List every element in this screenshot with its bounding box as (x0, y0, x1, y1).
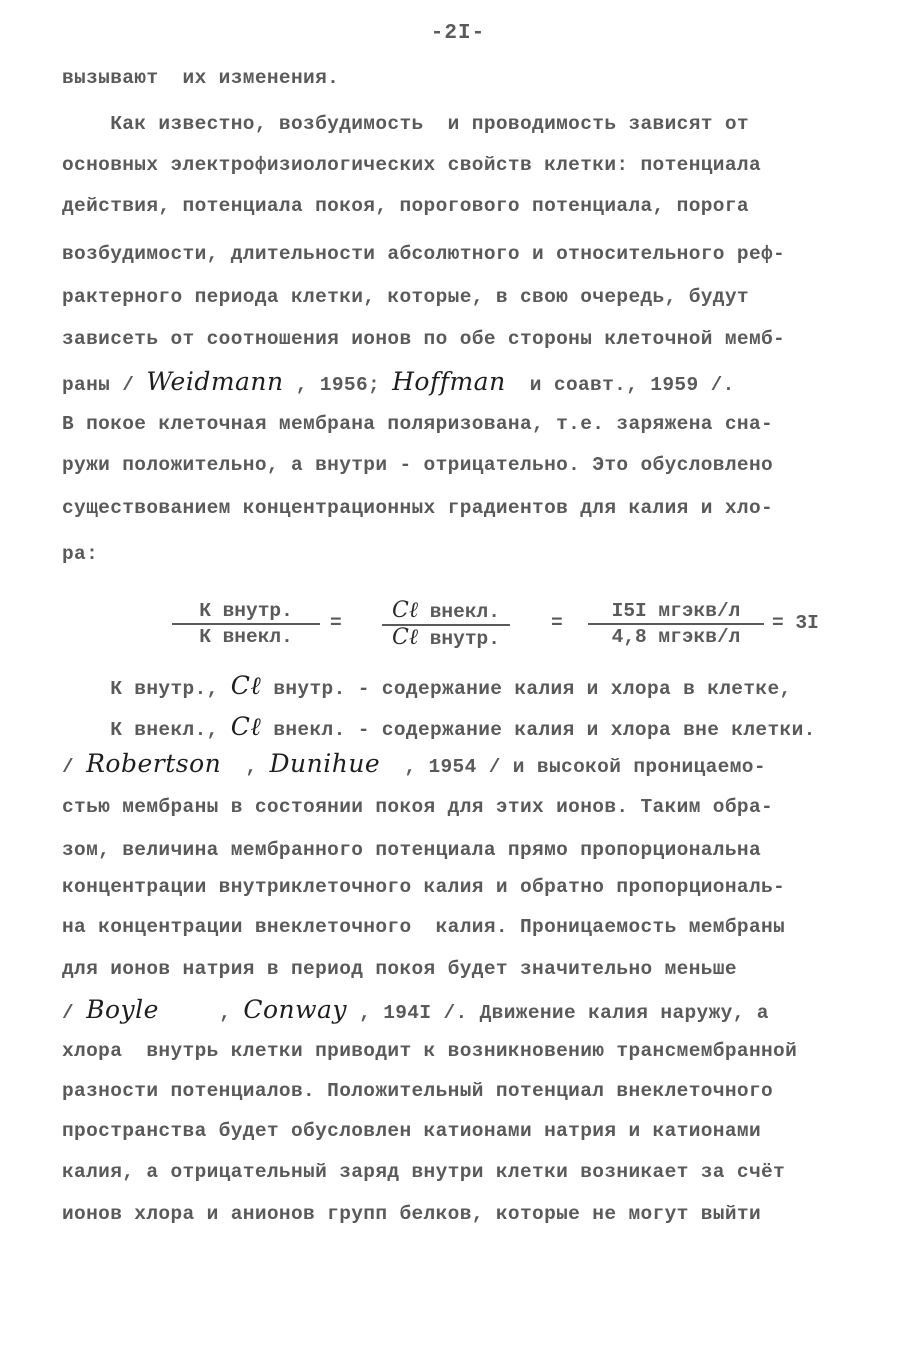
typed-text: внекл. - содержание калия и хлора вне клетки. (261, 719, 816, 741)
text-line (62, 540, 98, 568)
text-line (62, 913, 785, 941)
typed-text: на концентрации внеклеточного калия. Проницаемость мембраны (62, 916, 786, 938)
chlorine-symbol: Cℓ (392, 625, 419, 650)
text-line (62, 283, 749, 311)
typed-text: В покое клеточная мембрана поляризована, т.е. заряжена сна- (62, 413, 774, 435)
text-line (62, 1158, 785, 1186)
handwritten-name: Weidmann (146, 367, 284, 396)
fraction-potassium (172, 600, 320, 648)
formula-result: = 3I (772, 612, 819, 634)
text-line (62, 240, 785, 268)
text-line (62, 750, 766, 781)
fraction-bar (172, 623, 320, 625)
text-line (62, 996, 769, 1027)
typed-text: / (62, 1002, 87, 1024)
equals-sign-1: = (330, 612, 342, 634)
text-line (62, 192, 749, 220)
concentration-formula (0, 600, 916, 660)
handwritten-name: Robertson (86, 749, 222, 778)
text-line (62, 451, 773, 479)
handwritten-name: Dunihue (269, 749, 381, 778)
typed-text: , 1954 / и высокой проницаемо- (380, 756, 766, 778)
fraction-chlorine (382, 600, 510, 650)
text-line (62, 325, 785, 353)
typed-text: вызывают их изменения. (62, 67, 340, 89)
text-line (62, 494, 773, 522)
text-line (62, 1117, 761, 1145)
text-line (62, 873, 785, 901)
handwritten-name: Boyle (86, 995, 159, 1024)
fraction-potassium-numerator: К внутр. (199, 600, 293, 622)
typed-text: / (62, 756, 87, 778)
fraction-chlorine-denominator (382, 627, 510, 650)
handwritten-name: Hoffman (392, 367, 506, 396)
typed-text: ионов хлора и анионов групп белков, которые не могут выйти (62, 1203, 762, 1225)
text-line (62, 1037, 797, 1065)
typed-text: существованием концентрационных градиентов для калия и хло- (62, 497, 774, 519)
fraction-bar (588, 623, 764, 625)
typed-text: раны / (62, 374, 147, 396)
fraction-values-numerator: I5I мгэкв/л (611, 600, 741, 622)
typed-text: , (158, 1002, 244, 1024)
fraction-values-denominator: 4,8 мгэкв/л (611, 626, 741, 648)
typed-text: зом, величина мембранного потенциала прямо пропорциональна (62, 839, 762, 861)
text-line (62, 64, 339, 92)
text-line (62, 836, 761, 864)
chlorine-symbol: Cℓ (392, 598, 419, 623)
typed-text: зависеть от соотношения ионов по обе стороны клеточной мемб- (62, 328, 786, 350)
typed-text: пространства будет обусловлен катионами натрия и катионами (62, 1120, 762, 1142)
typed-text: К внекл., (62, 719, 231, 741)
text-line (62, 110, 749, 138)
fraction-values (588, 600, 764, 648)
fraction-chlorine-numerator (382, 600, 510, 623)
typed-text: рактерного периода клетки, которые, в свою очередь, будут (62, 286, 749, 308)
typed-text: для ионов натрия в период покоя будет значительно меньше (62, 958, 737, 980)
typed-text: основных электрофизиологических свойств клетки: потенциала (62, 154, 762, 176)
typed-text: разности потенциалов. Положительный потенциал внеклеточного (62, 1080, 774, 1102)
text-line (62, 151, 761, 179)
typed-text: концентрации внутриклеточного калия и обратно пропорциональ- (62, 876, 786, 898)
text-line (62, 955, 737, 983)
text-line (62, 793, 773, 821)
text-line (62, 672, 792, 703)
typed-text: и соавт., 1959 /. (505, 374, 735, 396)
typed-text: хлора внутрь клетки приводит к возникновению трансмембранной (62, 1040, 798, 1062)
equals-sign-2: = (551, 612, 563, 634)
handwritten-name: Conway (243, 995, 348, 1024)
text-line (62, 1077, 773, 1105)
typed-text: ра: (62, 543, 99, 565)
typed-text: ружи положительно, а внутри - отрицательно. Это обусловлено (62, 454, 774, 476)
typed-text: действия, потенциала покоя, порогового потенциала, порога (62, 195, 749, 217)
typed-text: , 1956; (283, 374, 393, 396)
typed-text: стью мембраны в состоянии покоя для этих ионов. Таким обра- (62, 796, 774, 818)
text-line (62, 410, 773, 438)
typed-text: возбудимости, длительности абсолютного и относительного реф- (62, 243, 786, 265)
typed-text: К внутр., (62, 678, 231, 700)
text-line (62, 1200, 761, 1228)
text-line (62, 713, 816, 744)
page-number: -2I- (430, 22, 486, 45)
fraction-potassium-denominator: К внекл. (199, 626, 293, 648)
typed-text: калия, а отрицательный заряд внутри клетки возникает за счёт (62, 1161, 786, 1183)
text-line (62, 368, 735, 399)
handwritten-name: Cℓ (230, 671, 262, 700)
typed-text: внутр. - содержание калия и хлора в клетке, (261, 678, 792, 700)
denominator-text: внутр. (418, 628, 500, 650)
typed-text: , (221, 756, 270, 778)
typed-text: Как известно, возбудимость и проводимость зависят от (62, 113, 749, 135)
typed-text: , 194I /. Движение калия наружу, а (347, 1002, 769, 1024)
handwritten-name: Cℓ (230, 712, 262, 741)
numerator-text: внекл. (418, 601, 500, 623)
